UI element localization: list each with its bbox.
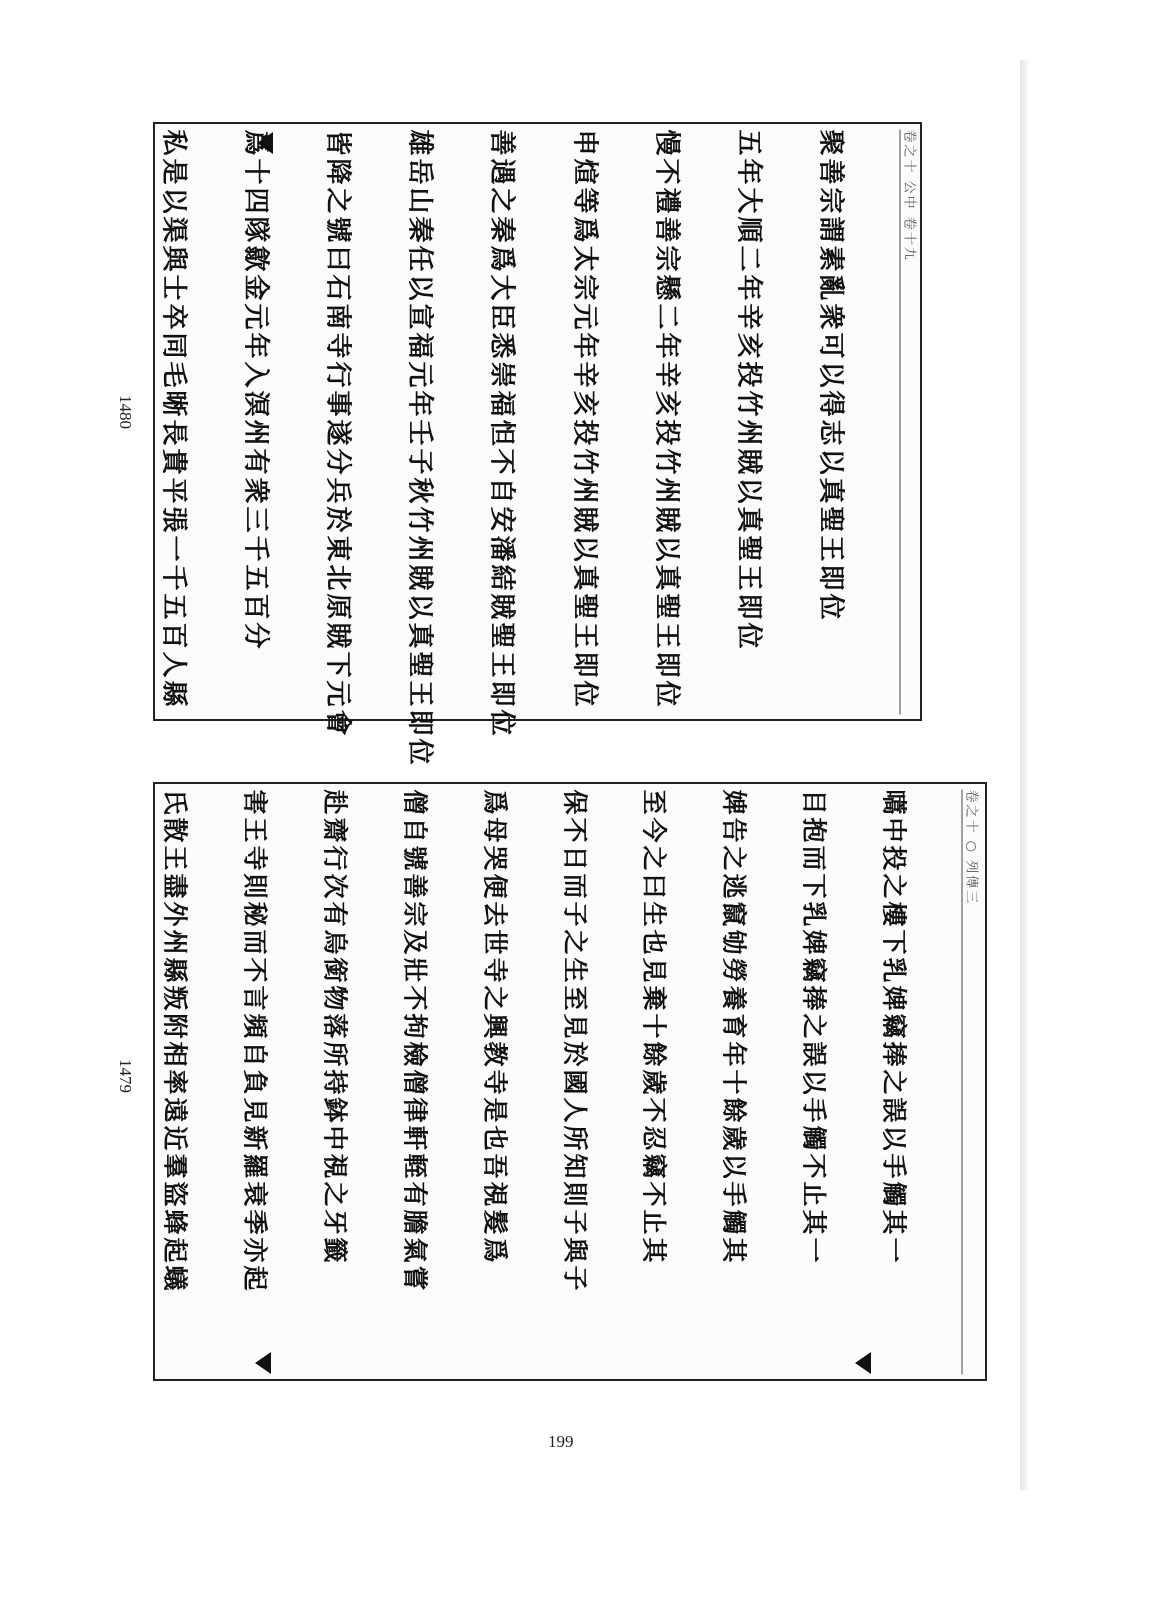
lower-line-1: 嚆中投之樓下乳婢竊捧之誤以手觸其一 [879, 789, 909, 1266]
upper-line-7: 皆降之號曰石南寺行事遂分兵於東北原賊下元會 [322, 129, 353, 739]
lower-margin-note: 卷之十 ○ 列傳三 [962, 789, 978, 1374]
lower-page-panel [153, 782, 987, 1381]
lower-page-text-block [160, 789, 979, 1374]
upper-line-3: 慢不禮善宗懸二年辛亥投竹州賊以真聖王即位 [650, 129, 681, 710]
lower-fold-mark-icon [255, 1352, 273, 1374]
lower-line-5: 保不日而子之生至見於國人所知則子與子 [560, 789, 590, 1294]
lower-line-7: 僧自號善宗及壯不拘檢僧律軒輊有膽氣嘗 [400, 789, 430, 1294]
upper-line-4: 申煊等爲太宗元年辛亥投竹州賊以真聖王即位 [568, 129, 599, 710]
lower-line-2: 目抱而下乳婢竊捧之誤以手觸不止其一 [799, 789, 829, 1266]
lower-fold-mark-top-icon [855, 1352, 873, 1374]
upper-line-8: 爲十四隊歙金元年入溟州有衆三千五百分 [240, 129, 271, 652]
upper-page-text-block [158, 129, 916, 768]
upper-line-9: 私是以渠與士卒同毛晰長貴平張一千五百人縣 [158, 129, 189, 710]
lower-line-3: 婢告之逃竄劬勞養育年十餘歲以手觸其 [719, 789, 749, 1266]
lower-line-4: 至今之曰生也見棄十餘歲不忍竊不止其 [639, 789, 669, 1266]
upper-line-5: 善遇之秦爲大臣悉崇福怛不自安潘結賊聖王即位 [486, 129, 517, 739]
upper-line-2: 五年大順二年辛亥投竹州賊以真聖王即位 [732, 129, 763, 652]
page-edge-shadow [1020, 60, 1030, 1490]
upper-line-6: 雄岳山秦任以宣福元年壬子秋竹州賊以真聖王即位 [404, 129, 435, 768]
upper-page-number: 1480 [116, 395, 135, 429]
lower-line-8: 赴齋行次有烏銜物落所持鉢中視之牙籤 [320, 789, 350, 1266]
lower-line-10: 氏散王盡外州縣叛附相率遠近羣盜蜂起蟻 [160, 789, 190, 1294]
lower-page-number: 1479 [116, 1059, 135, 1093]
lower-line-6: 爲母哭便去世寺之興教寺是也吾視髮爲 [480, 789, 510, 1266]
upper-margin-note: 卷之十 公中 卷十九 [899, 129, 915, 714]
upper-fold-mark-icon [257, 132, 275, 154]
upper-line-1: 聚善宗謂素亂衆可以得志以真聖王即位 [814, 129, 845, 623]
upper-page-panel [153, 122, 922, 768]
lower-line-9: 害王寺則秘而不言頻自負見新羅衰季亦起 [240, 789, 270, 1294]
footer-page-number: 199 [548, 1432, 574, 1451]
